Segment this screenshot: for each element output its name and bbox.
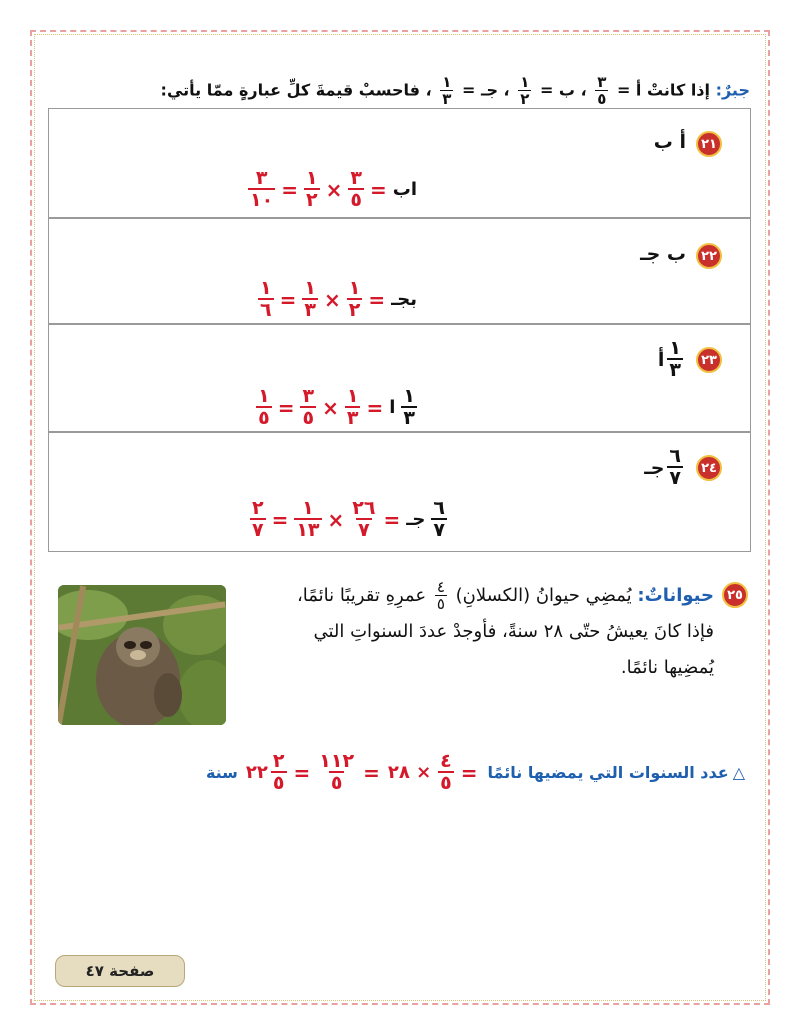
answer-fraction-2: $\frac{١}{١٣}$ — [296, 497, 320, 541]
exercise-label: ب جـ — [640, 243, 686, 265]
exercise-answer — [255, 279, 420, 320]
animals-text-1: يُمضِي حيوانُ (الكسلانِ) — [455, 585, 632, 606]
times-sign: × — [327, 507, 345, 532]
exercise-22-box — [48, 218, 751, 324]
exercise-number-badge: ٢١ — [696, 131, 722, 157]
final-fraction-2: $\frac{١١٢}{٥}$ — [319, 750, 355, 794]
answer-fraction-1: $\frac{٣}{٥}$ — [350, 167, 362, 211]
final-whole: ٢٢ — [245, 762, 268, 783]
equals-sign: = — [366, 395, 384, 420]
answer-lhs: اب — [392, 179, 417, 200]
label-fraction: $\frac{١}{٣}$ — [669, 337, 681, 381]
equals-sign: = — [277, 395, 295, 420]
answer-fraction-2: $\frac{١}{٢}$ — [305, 167, 318, 211]
exercise-24-box — [48, 432, 751, 552]
equals-sign: = — [281, 177, 298, 202]
label-var: أ — [657, 348, 665, 371]
intro-text-2: ، ب = — [539, 80, 587, 100]
answer-result: $\frac{٢}{٧}$ — [251, 497, 264, 541]
answer-fraction-2: $\frac{٣}{٥}$ — [302, 385, 315, 429]
intro-text-1: إذا كانتْ أ = — [616, 80, 710, 100]
exercise-answer — [245, 169, 420, 210]
answer-fraction-2: $\frac{١}{٣}$ — [304, 277, 316, 321]
animals-line-3: يُمضِيها نائمًا. — [620, 657, 714, 678]
exercise-25-badge: ٢٥ — [722, 582, 748, 608]
times-sign: × — [325, 177, 343, 202]
exercise-number-badge: ٢٤ — [696, 455, 722, 481]
equals-sign: = — [363, 760, 380, 785]
answer-lhs-fraction: $\frac{٦}{٧}$ — [433, 497, 445, 541]
label-fraction: $\frac{٦}{٧}$ — [669, 445, 681, 489]
exercise-21-box — [48, 108, 751, 218]
answer-lhs: بجـ — [391, 289, 417, 310]
intro-instruction — [50, 75, 750, 107]
answer-fraction-1: $\frac{١}{٣}$ — [346, 385, 359, 429]
sloth-illustration — [58, 585, 226, 725]
exercise-23-box — [48, 324, 751, 432]
fraction-c: $\frac{١}{٣}$ — [442, 73, 452, 108]
animals-line-2: فإذا كانَ يعيشُ حتّى ٢٨ سنةً، فأوجدْ عددَ السنواتِ التي — [313, 621, 714, 642]
fraction-b: $\frac{١}{٢}$ — [520, 73, 530, 108]
sloth-photo — [58, 585, 226, 725]
final-fraction-3: $\frac{٢}{٥}$ — [272, 750, 285, 794]
equals-sign: = — [368, 287, 386, 312]
equals-sign: = — [279, 287, 297, 312]
equals-sign: = — [460, 760, 478, 785]
animals-fraction: $\frac{٤}{٥}$ — [436, 578, 445, 613]
label-var: جـ — [644, 456, 665, 479]
final-answer — [206, 752, 745, 793]
exercise-label — [644, 447, 686, 488]
final-times: × ٢٨ — [387, 762, 432, 783]
equals-sign: = — [369, 177, 387, 202]
fraction-a: $\frac{٣}{٥}$ — [597, 73, 607, 108]
intro-keyword: جبرٌ: — [715, 80, 750, 100]
final-label: عدد السنوات التي يمضيها نائمًا — [487, 763, 729, 782]
animals-keyword: حيواناتٌ: — [637, 585, 714, 606]
intro-text-3: ، جـ = — [462, 80, 510, 100]
exercise-number-badge: ٢٣ — [696, 347, 722, 373]
animals-line-1 — [194, 578, 714, 614]
animals-problem — [194, 578, 714, 686]
equals-sign: = — [271, 507, 289, 532]
exercise-label: أ ب — [653, 131, 686, 153]
animals-text-2: عمرِهِ تقريبًا نائمًا، — [296, 585, 427, 606]
exercise-number-badge: ٢٢ — [696, 243, 722, 269]
page-number-badge: صفحة ٤٧ — [55, 955, 185, 987]
equals-sign: = — [383, 507, 401, 532]
answer-lhs-var: جـ — [406, 509, 426, 530]
exercise-answer — [253, 387, 420, 428]
exercise-answer — [247, 499, 450, 540]
triangle-marker: △ — [732, 763, 745, 782]
final-unit: سنة — [205, 763, 238, 782]
final-fraction-1: $\frac{٤}{٥}$ — [440, 750, 452, 794]
answer-fraction-1: $\frac{٢٦}{٧}$ — [352, 497, 376, 541]
answer-result: $\frac{١}{٥}$ — [258, 385, 270, 429]
times-sign: × — [323, 287, 341, 312]
answer-lhs-fraction: $\frac{١}{٣}$ — [403, 385, 415, 429]
times-sign: × — [322, 395, 339, 420]
exercise-label — [658, 339, 686, 380]
equals-sign: = — [293, 760, 311, 785]
answer-result: $\frac{١}{٦}$ — [259, 277, 272, 321]
answer-result: $\frac{٣}{١٠}$ — [250, 167, 274, 211]
answer-lhs-var: ا — [389, 397, 396, 418]
answer-fraction-1: $\frac{١}{٢}$ — [348, 277, 361, 321]
intro-text-4: ، فاحسبْ قيمةَ كلِّ عبارةٍ ممّا يأتي: — [160, 80, 432, 100]
